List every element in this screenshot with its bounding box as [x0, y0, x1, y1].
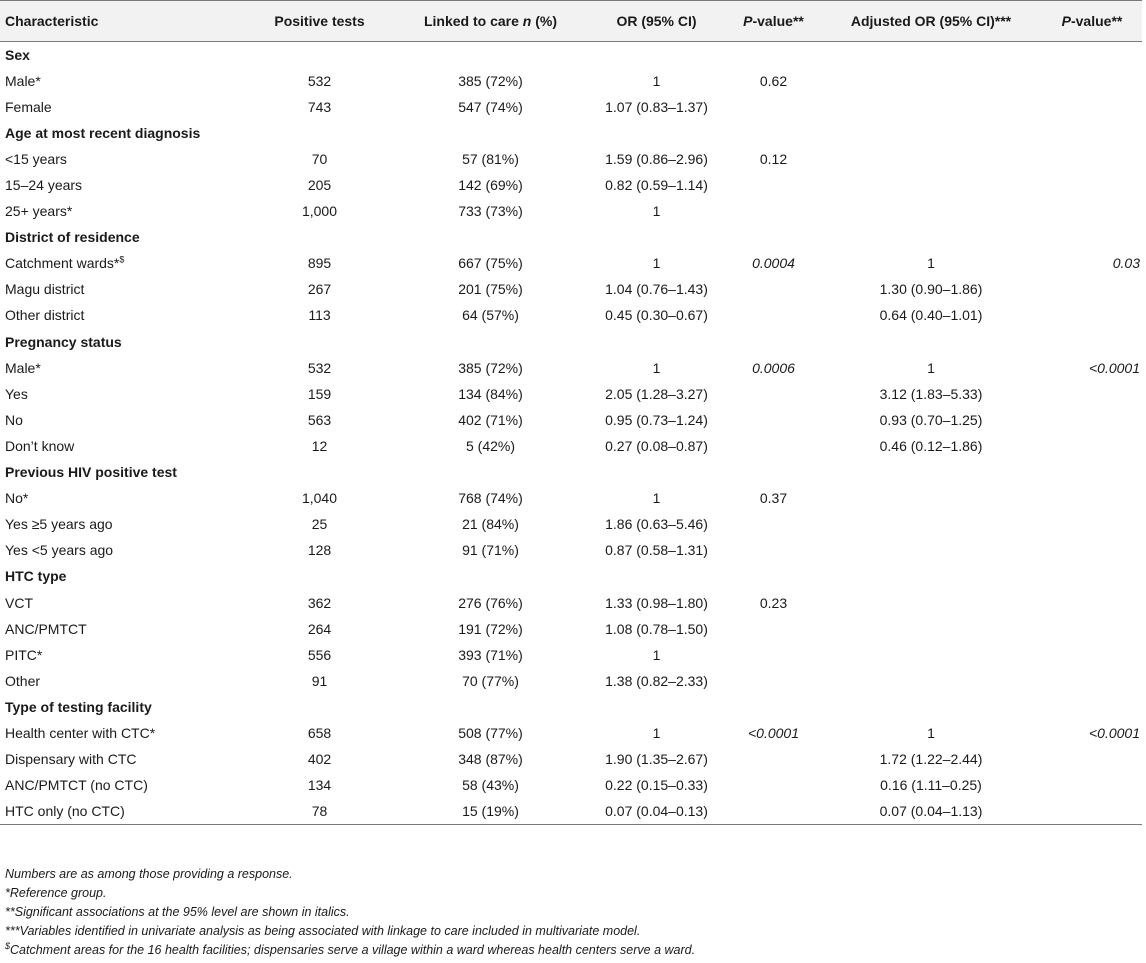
cell-positive-tests: 205: [307, 177, 332, 194]
cell-p-value: [727, 407, 820, 433]
section-title: Previous HIV positive test: [5, 464, 177, 481]
cell-adjusted-or: [820, 68, 1042, 94]
cell-positive-tests: 556: [307, 646, 332, 663]
section-header-row: [0, 120, 1142, 146]
row-label-superscript: $: [119, 254, 125, 265]
row-label: Other: [5, 672, 41, 689]
row-label: Health center with CTC*: [5, 724, 156, 741]
cell-adjusted-p-value: [1042, 642, 1142, 668]
section-header-row: [0, 329, 1142, 355]
cell-characteristic: [0, 720, 244, 746]
cell-or: 1.33 (0.98–1.80): [605, 594, 708, 611]
cell-or: 1: [652, 255, 661, 272]
cell-or: 0.07 (0.04–0.13): [586, 798, 727, 824]
cell-p-value: 0.23: [759, 594, 788, 611]
cell-adjusted-or: 0.93 (0.70–1.25): [879, 411, 983, 428]
cell-or: 1: [652, 490, 661, 507]
cell-adjusted-p-value: [1042, 798, 1142, 824]
cell-adjusted-or: 0.07 (0.04–1.13): [820, 798, 1042, 824]
cell-adjusted-or: [820, 172, 1042, 198]
footnote: [5, 941, 1135, 960]
cell-linked-to-care: 508 (77%): [458, 724, 523, 741]
cell-p-value: [727, 302, 820, 328]
cell-characteristic: [0, 407, 244, 433]
cell-p-value: [727, 198, 820, 224]
cell-p-value: [727, 381, 820, 407]
cell-or: 1.90 (1.35–2.67): [605, 751, 708, 768]
cell-characteristic: [0, 589, 244, 615]
cell-p-value: [727, 276, 820, 302]
cell-linked-to-care: 64 (57%): [462, 307, 519, 324]
table-row: [0, 276, 1142, 302]
cell-characteristic: [0, 668, 244, 694]
table-row: [0, 355, 1142, 381]
table-row: [0, 250, 1142, 276]
row-label: 15–24 years: [5, 177, 83, 194]
cell-characteristic: [0, 172, 244, 198]
cell-linked-to-care: 667 (75%): [458, 255, 523, 272]
section-header-row: [0, 459, 1142, 485]
cell-characteristic: [0, 642, 244, 668]
footnote: [5, 865, 1135, 884]
table-row: [0, 720, 1142, 746]
table-row: [0, 68, 1142, 94]
cell-linked-to-care: 21 (84%): [462, 516, 519, 533]
cell-linked-to-care: 191 (72%): [458, 620, 523, 637]
cell-characteristic: [0, 433, 244, 459]
table-row: [0, 381, 1142, 407]
cell-linked-to-care: 5 (42%): [465, 437, 516, 454]
cell-adjusted-p-value: [1042, 433, 1142, 459]
cell-adjusted-p-value: [1042, 198, 1142, 224]
cell-positive-tests: 91: [311, 672, 328, 689]
cell-positive-tests: 267: [307, 281, 332, 298]
row-label: HTC only (no CTC): [5, 803, 125, 820]
cell-adjusted-or: [820, 642, 1042, 668]
cell-p-value: [727, 798, 820, 824]
cell-adjusted-p-value: [1042, 407, 1142, 433]
cell-or: 0.87 (0.58–1.31): [605, 542, 708, 559]
cell-or: 1: [652, 203, 661, 220]
header-adjusted-or: Adjusted OR (95% CI)***: [820, 1, 1042, 42]
header-linked-n: n: [522, 13, 532, 29]
cell-adjusted-p-value: [1042, 668, 1142, 694]
cell-or: 1.04 (0.76–1.43): [605, 281, 708, 298]
header-p-value: [727, 1, 820, 42]
table-row: [0, 616, 1142, 642]
cell-linked-to-care: 15 (19%): [395, 798, 586, 824]
footnote: [5, 903, 1135, 922]
cell-linked-to-care: 57 (81%): [462, 150, 519, 167]
cell-positive-tests: 78: [244, 798, 395, 824]
cell-adjusted-p-value: [1042, 94, 1142, 120]
table-body: [0, 42, 1142, 825]
cell-or: 1.08 (0.78–1.50): [605, 620, 708, 637]
cell-p-value: [727, 433, 820, 459]
cell-p-value: 0.37: [759, 490, 788, 507]
cell-characteristic: [0, 746, 244, 772]
cell-adjusted-or: [820, 511, 1042, 537]
cell-linked-to-care: 393 (71%): [458, 646, 523, 663]
cell-p-value: [727, 772, 820, 798]
header-adj-p-letter: P: [1061, 13, 1071, 29]
cell-characteristic: [0, 250, 244, 276]
cell-linked-to-care: 142 (69%): [458, 177, 523, 194]
cell-adjusted-or: [820, 668, 1042, 694]
cell-adjusted-p-value: [1042, 511, 1142, 537]
cell-characteristic: [0, 798, 244, 824]
section-title: District of residence: [5, 229, 140, 246]
section-header-row: [0, 563, 1142, 589]
section-header-row: [0, 694, 1142, 720]
cell-adjusted-p-value: [1042, 746, 1142, 772]
cell-characteristic: [0, 276, 244, 302]
cell-p-value: [727, 668, 820, 694]
cell-p-value: [727, 172, 820, 198]
footnote-text: ***Variables identified in univariate analysis as being associated with linkage to care included in multivariate model.: [5, 924, 641, 938]
cell-adjusted-p-value: 0.03: [1112, 255, 1140, 272]
section-title: Sex: [5, 46, 30, 63]
cell-adjusted-p-value: <0.0001: [1089, 359, 1140, 376]
section-header-row: [0, 42, 1142, 68]
cell-adjusted-or: [820, 94, 1042, 120]
footnote-text: Numbers are as among those providing a response.: [5, 867, 293, 881]
footnote-text: **Significant associations at the 95% level are shown in italics.: [5, 905, 350, 919]
cell-adjusted-p-value: [1042, 616, 1142, 642]
cell-or: 1.38 (0.82–2.33): [605, 672, 708, 689]
cell-characteristic: [0, 537, 244, 563]
cell-adjusted-or: [820, 146, 1042, 172]
header-adj-p-suffix: -value**: [1070, 13, 1123, 29]
row-label: Catchment wards*: [5, 255, 120, 272]
cell-linked-to-care: 134 (84%): [458, 385, 523, 402]
cell-positive-tests: 1,000: [301, 203, 338, 220]
cell-p-value: [727, 746, 820, 772]
header-adjusted-p-value: [1042, 1, 1142, 42]
cell-adjusted-or: [820, 616, 1042, 642]
cell-characteristic: [0, 355, 244, 381]
section-title: Type of testing facility: [5, 698, 152, 715]
table-row: [0, 407, 1142, 433]
cell-positive-tests: 743: [307, 98, 332, 115]
row-label: Male*: [5, 72, 41, 89]
cell-adjusted-p-value: [1042, 589, 1142, 615]
cell-adjusted-p-value: [1042, 172, 1142, 198]
cell-adjusted-p-value: [1042, 772, 1142, 798]
table-row: [0, 772, 1142, 798]
cell-or: 1.86 (0.63–5.46): [605, 516, 708, 533]
cell-adjusted-p-value: [1042, 68, 1142, 94]
cell-p-value: 0.0004: [752, 255, 795, 272]
cell-positive-tests: 1,040: [301, 490, 338, 507]
cell-characteristic: [0, 302, 244, 328]
row-label: Don’t know: [5, 437, 75, 454]
cell-adjusted-p-value: [1042, 302, 1142, 328]
header-row: [0, 1, 1142, 42]
section-header-row: [0, 224, 1142, 250]
header-p-letter: P: [743, 13, 753, 29]
cell-positive-tests: 362: [307, 594, 332, 611]
cell-p-value: 0.12: [759, 150, 788, 167]
row-label: VCT: [5, 594, 33, 611]
cell-or: 1.59 (0.86–2.96): [605, 150, 708, 167]
cell-linked-to-care: 70 (77%): [462, 672, 519, 689]
cell-positive-tests: 113: [308, 307, 331, 324]
table-header: [0, 1, 1142, 42]
table-row: [0, 537, 1142, 563]
row-label: PITC*: [5, 646, 43, 663]
cell-adjusted-p-value: [1042, 146, 1142, 172]
cell-or: 0.95 (0.73–1.24): [605, 411, 708, 428]
cell-adjusted-or: 0.64 (0.40–1.01): [879, 307, 983, 324]
cell-or: 1: [652, 359, 661, 376]
cell-linked-to-care: 201 (75%): [458, 281, 523, 298]
cell-adjusted-or: 0.16 (1.11–0.25): [880, 777, 982, 794]
cell-or: 0.22 (0.15–0.33): [605, 777, 708, 794]
cell-adjusted-p-value: [1042, 537, 1142, 563]
cell-p-value: <0.0001: [748, 724, 799, 741]
cell-positive-tests: 532: [307, 72, 332, 89]
cell-linked-to-care: 733 (73%): [458, 203, 523, 220]
header-characteristic: Characteristic: [0, 1, 244, 42]
cell-adjusted-or: 1: [927, 255, 935, 272]
cell-adjusted-or: [820, 537, 1042, 563]
table-row: [0, 94, 1142, 120]
header-p-suffix: -value**: [752, 13, 804, 29]
table-row: [0, 485, 1142, 511]
table-row: [0, 746, 1142, 772]
header-positive-tests: Positive tests: [244, 1, 395, 42]
cell-or: 1: [652, 72, 661, 89]
header-linked-prefix: Linked to care: [423, 13, 523, 29]
cell-p-value: [727, 642, 820, 668]
cell-positive-tests: 658: [307, 724, 332, 741]
footnote-superscript: $: [5, 940, 11, 951]
table-row: [0, 146, 1142, 172]
cell-positive-tests: 563: [307, 411, 332, 428]
cell-adjusted-or: 3.12 (1.83–5.33): [879, 385, 983, 402]
cell-or: 0.45 (0.30–0.67): [605, 307, 708, 324]
cell-p-value: 0.0006: [752, 359, 795, 376]
cell-p-value: [727, 511, 820, 537]
cell-p-value: [727, 616, 820, 642]
row-label: Yes ≥5 years ago: [5, 516, 113, 533]
cell-characteristic: [0, 772, 244, 798]
table-row: [0, 589, 1142, 615]
cell-positive-tests: 70: [311, 150, 328, 167]
cell-adjusted-or: 1: [927, 359, 935, 376]
row-label: Male*: [5, 359, 41, 376]
cell-positive-tests: 159: [307, 385, 332, 402]
cell-linked-to-care: 402 (71%): [458, 411, 523, 428]
header-linked-to-care: [395, 1, 586, 42]
cell-positive-tests: 895: [307, 255, 332, 272]
cell-or: 1: [652, 646, 661, 663]
cell-or: 1.07 (0.83–1.37): [605, 98, 708, 115]
cell-characteristic: [0, 198, 244, 224]
cell-positive-tests: 134: [307, 777, 332, 794]
cell-linked-to-care: 768 (74%): [458, 490, 523, 507]
cell-linked-to-care: 276 (76%): [458, 594, 523, 611]
table-row: [0, 172, 1142, 198]
table-row: [0, 798, 1142, 824]
cell-or: 1: [652, 724, 661, 741]
table-row: [0, 198, 1142, 224]
row-label: ANC/PMTCT (no CTC): [5, 777, 148, 794]
cell-or: 0.82 (0.59–1.14): [605, 177, 708, 194]
row-label: <15 years: [5, 150, 67, 167]
cell-adjusted-or: [820, 198, 1042, 224]
cell-or: 0.27 (0.08–0.87): [605, 437, 708, 454]
cell-linked-to-care: 348 (87%): [458, 751, 523, 768]
table-row: [0, 302, 1142, 328]
footnote-text: *Reference group.: [5, 886, 107, 900]
row-label: No*: [5, 490, 29, 507]
cell-adjusted-p-value: <0.0001: [1089, 724, 1140, 741]
cell-adjusted-or: [820, 485, 1042, 511]
table-row: [0, 668, 1142, 694]
cell-positive-tests: 264: [307, 620, 332, 637]
header-or: OR (95% CI): [586, 1, 727, 42]
cell-linked-to-care: 385 (72%): [458, 72, 523, 89]
row-label: 25+ years*: [5, 203, 73, 220]
row-label: Magu district: [5, 281, 85, 298]
cell-positive-tests: 532: [307, 359, 332, 376]
cell-adjusted-or: 1.72 (1.22–2.44): [879, 751, 983, 768]
row-label: Yes <5 years ago: [5, 542, 114, 559]
cell-adjusted-p-value: [1042, 381, 1142, 407]
cell-linked-to-care: 547 (74%): [458, 98, 523, 115]
section-title: HTC type: [5, 568, 67, 585]
cell-characteristic: [0, 146, 244, 172]
row-label: Female: [5, 98, 52, 115]
cell-characteristic: [0, 94, 244, 120]
cell-adjusted-p-value: [1042, 276, 1142, 302]
row-label: ANC/PMTCT: [5, 620, 87, 637]
table-row: [0, 433, 1142, 459]
table-footnotes: [5, 865, 1135, 960]
cell-adjusted-or: 1.30 (0.90–1.86): [879, 281, 983, 298]
cell-linked-to-care: 91 (71%): [462, 542, 519, 559]
section-title: Pregnancy status: [5, 333, 122, 350]
footnote: [5, 884, 1135, 903]
header-linked-suffix: (%): [531, 13, 558, 29]
cell-linked-to-care: 385 (72%): [458, 359, 523, 376]
row-label: Other district: [5, 307, 85, 324]
cell-characteristic: [0, 485, 244, 511]
cell-positive-tests: 25: [311, 516, 328, 533]
cell-adjusted-or: 0.46 (0.12–1.86): [879, 437, 983, 454]
row-label: No: [5, 411, 23, 428]
cell-characteristic: [0, 616, 244, 642]
table-row: [0, 511, 1142, 537]
cell-characteristic: [0, 68, 244, 94]
row-label: Dispensary with CTC: [5, 751, 137, 768]
cell-p-value: [727, 537, 820, 563]
cell-p-value: [727, 94, 820, 120]
cell-positive-tests: 402: [307, 751, 332, 768]
footnote-text: Catchment areas for the 16 health facilities; dispensaries serve a village within a ward whereas health centers serve a ward.: [10, 943, 696, 957]
cell-or: 2.05 (1.28–3.27): [605, 385, 708, 402]
cell-characteristic: [0, 511, 244, 537]
cell-positive-tests: 128: [307, 542, 332, 559]
table-row: [0, 642, 1142, 668]
cell-adjusted-p-value: [1042, 485, 1142, 511]
cell-adjusted-or: [820, 589, 1042, 615]
cell-characteristic: [0, 381, 244, 407]
row-label: Yes: [5, 385, 28, 402]
section-title: Age at most recent diagnosis: [5, 124, 201, 141]
cell-positive-tests: 12: [311, 437, 328, 454]
cell-adjusted-or: 1: [927, 724, 935, 741]
footnote: [5, 922, 1135, 941]
cell-p-value: 0.62: [759, 72, 788, 89]
cell-linked-to-care: 58 (43%): [462, 777, 519, 794]
